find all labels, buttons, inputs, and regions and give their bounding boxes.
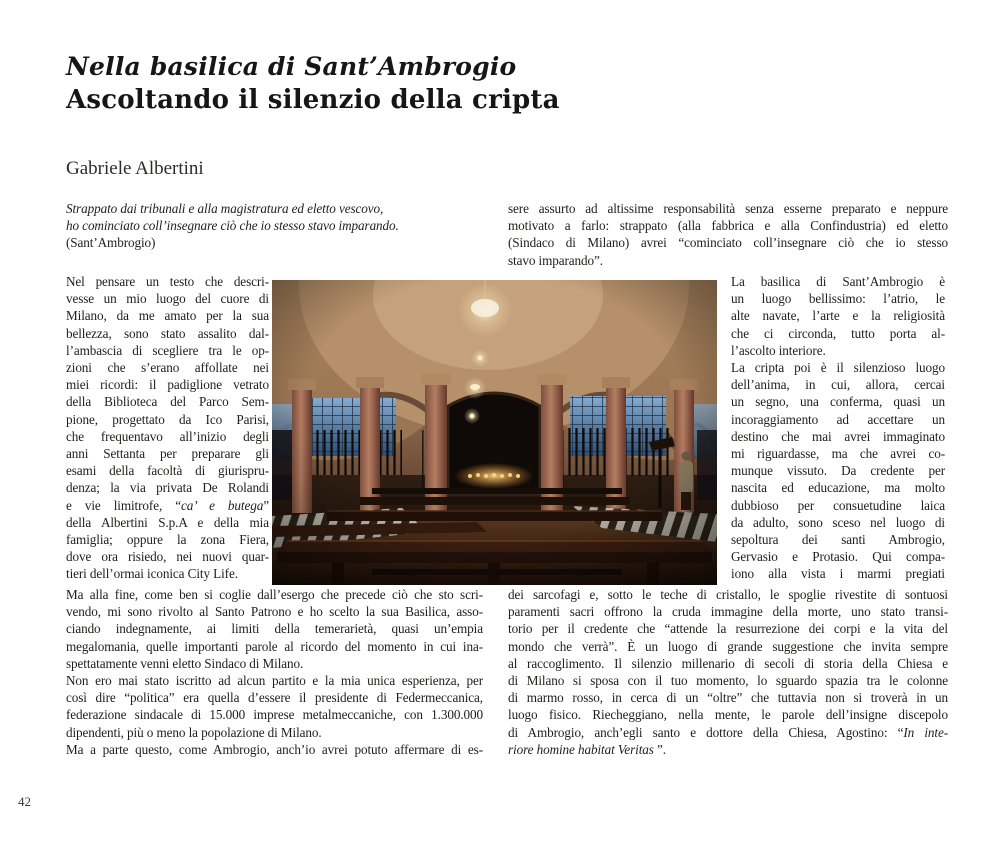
text-line: dove ora risiedo, nei nuovi quar- [66, 549, 269, 565]
text-line: zioni che s’erano affollate nei [66, 360, 269, 376]
text-line: sere assurto ad altissime responsabilità senza esserne preparato e neppure [508, 201, 948, 216]
text-line: della Biblioteca del Parco Sem- [66, 394, 269, 410]
page-number: 42 [18, 794, 31, 809]
right-column-narrow [731, 273, 945, 583]
text-line: miei ricordi: il padiglione vetrato [66, 377, 269, 393]
text-line: di Ambrogio, anch’egli santo e dottore della Chiesa, Agostino: “In inte- [508, 724, 948, 740]
epigraph-attribution: (Sant’Ambrogio) [66, 235, 156, 250]
text-line: La cripta poi è il silenzioso luogo [731, 360, 945, 376]
text-line: ho cominciato coll’insegnare ciò che io stesso stavo imparando. [66, 218, 399, 234]
text-line: megalomania, quelle importanti parole al ricordo del momento in cui ina- [66, 638, 483, 654]
text-line: Milano, da me amato per la sua [66, 308, 269, 324]
text-line: vesse un mio luogo del cuore di [66, 291, 269, 307]
text-line: l’ascolto interiore. [731, 342, 826, 358]
text-line: ciando indegnamente, ai limiti della temerarietà, quasi un’empia [66, 621, 483, 637]
text-line: al raccoglimento. Il silenzio millenario di secoli di storia della Chiesa e [508, 655, 948, 671]
text-line: esami della facoltà di giurispru- [66, 463, 269, 479]
page-title: Nella basilica di Sant’Ambrogio [66, 52, 517, 81]
text-line: vendo, mi sono rivolto al Santo Patrono e ho scelto la sua Basilica, asso- [66, 604, 483, 620]
text-line: incoraggiamento ad accettare un [731, 411, 945, 427]
text-line: di Milano si sposa con il tuo momento, lo sguardo spazia tra le colonne [508, 673, 948, 689]
text-line: mondo che verrà”. È un luogo di grande suggestione che invita sempre [508, 638, 948, 654]
text-line: destino che mai avrei immaginato [731, 428, 945, 444]
text-line: spettatamente venni eletto Sindaco di Milano. [66, 655, 304, 671]
text-line: riore homine habitat Veritas ”. [508, 741, 666, 757]
text-line: Gervasio e Protasio. Qui compa- [731, 549, 945, 565]
text-line: Strappato dai tribunali e alla magistratura ed eletto vescovo, [66, 201, 384, 216]
text-line: così dire “politica” era quella d’essere il presidente di Federmeccanica, [66, 690, 483, 706]
text-line: della Albertini S.p.A e della mia [66, 514, 269, 530]
page-subtitle: Ascoltando il silenzio della cripta [66, 85, 560, 115]
text-line: federazione sindacale di 15.000 imprese metalmeccaniche, con 1.300.000 [66, 707, 483, 723]
right-column-full [508, 586, 948, 758]
text-line: (Sindaco di Milano) avrei “cominciato coll’insegnare ciò che io stesso [508, 235, 948, 251]
text-line: dei sarcofagi e, sotto le teche di cristallo, le spoglie rivestite di sontuosi [508, 587, 948, 602]
text-line: Nel pensare un testo che descri- [66, 274, 269, 289]
crypt-photo-illustration [272, 280, 717, 585]
text-line: denza; la via privata De Rolandi [66, 480, 269, 496]
text-line: nascita ed educazione, ma molto [731, 480, 945, 496]
text-line: stavo imparando”. [508, 252, 603, 268]
text-line: Ma a parte questo, come Ambrogio, anch’io avrei potuto affermare di es- [66, 741, 483, 757]
text-line: tieri dell’ormai iconica City Life. [66, 566, 238, 582]
text-line: sepoltura dei santi Ambrogio, [731, 532, 945, 548]
text-line: pione, progettato da Ico Parisi, [66, 411, 269, 427]
text-line: da adulto, sono sceso nel luogo di [731, 514, 945, 530]
text-line: dipendenti, più o meno la popolazione di Milano. [66, 724, 322, 740]
text-line: anni Settanta per preparare gli [66, 446, 269, 462]
text-line: l’ambascia di scegliere tra le op- [66, 342, 269, 358]
text-line: famiglia; oppure la zona Fiera, [66, 532, 269, 548]
text-line: La basilica di Sant’Ambrogio è [731, 274, 945, 289]
text-line: munque vissuto. Da credente per [731, 463, 945, 479]
text-line: iono alla vista i marmi pregiati [731, 566, 945, 582]
text-line: un luogo bellissimo: l’atrio, le [731, 291, 945, 307]
text-line: dubbioso per consuetudine laica [731, 497, 945, 513]
left-column-full [66, 586, 483, 758]
text-line: Non ero mai stato iscritto ad alcun partito e la mia unica esperienza, per [66, 673, 483, 689]
text-line: torio per il credente che “attende la resurrezione dei corpi e la vita del [508, 621, 948, 637]
right-column-intro [508, 200, 948, 269]
author-name: Gabriele Albertini [66, 158, 204, 179]
crypt-photo [272, 280, 717, 585]
text-line: paramenti sacri offrono la cruda immagine della morte, uno stato transi- [508, 604, 948, 620]
text-line: mi riguardasse, ma che avrei co- [731, 446, 945, 462]
text-line: di marmo rosso, in cerca di un “oltre” che tuttavia non si troverà in un [508, 690, 948, 706]
text-line: un segno, una conferma, quasi un [731, 394, 945, 410]
text-line: alte navate, l’arte e la religiosità [731, 308, 945, 324]
text-line: motivato a farlo: strappato (alla fabbrica e alla Confindustria) ed eletto [508, 218, 948, 234]
text-line: che ci circonda, tutto porta al- [731, 325, 945, 341]
text-line: che frequentavo all’inizio degli [66, 428, 269, 444]
text-line: dell’anima, in cui, allora, cercai [731, 377, 945, 393]
text-line: bellezza, sono stato assalito dal- [66, 325, 269, 341]
epigraph [66, 200, 486, 234]
text-line: luogo fisico. Riecheggiano, nella mente, le parole dell’insigne discepolo [508, 707, 948, 723]
text-line: Ma alla fine, come ben si coglie dall’esergo che precede ciò che sto scri- [66, 587, 483, 602]
left-column-narrow [66, 273, 269, 583]
text-line: e vie limitrofe, “ca’ e butega” [66, 497, 269, 513]
